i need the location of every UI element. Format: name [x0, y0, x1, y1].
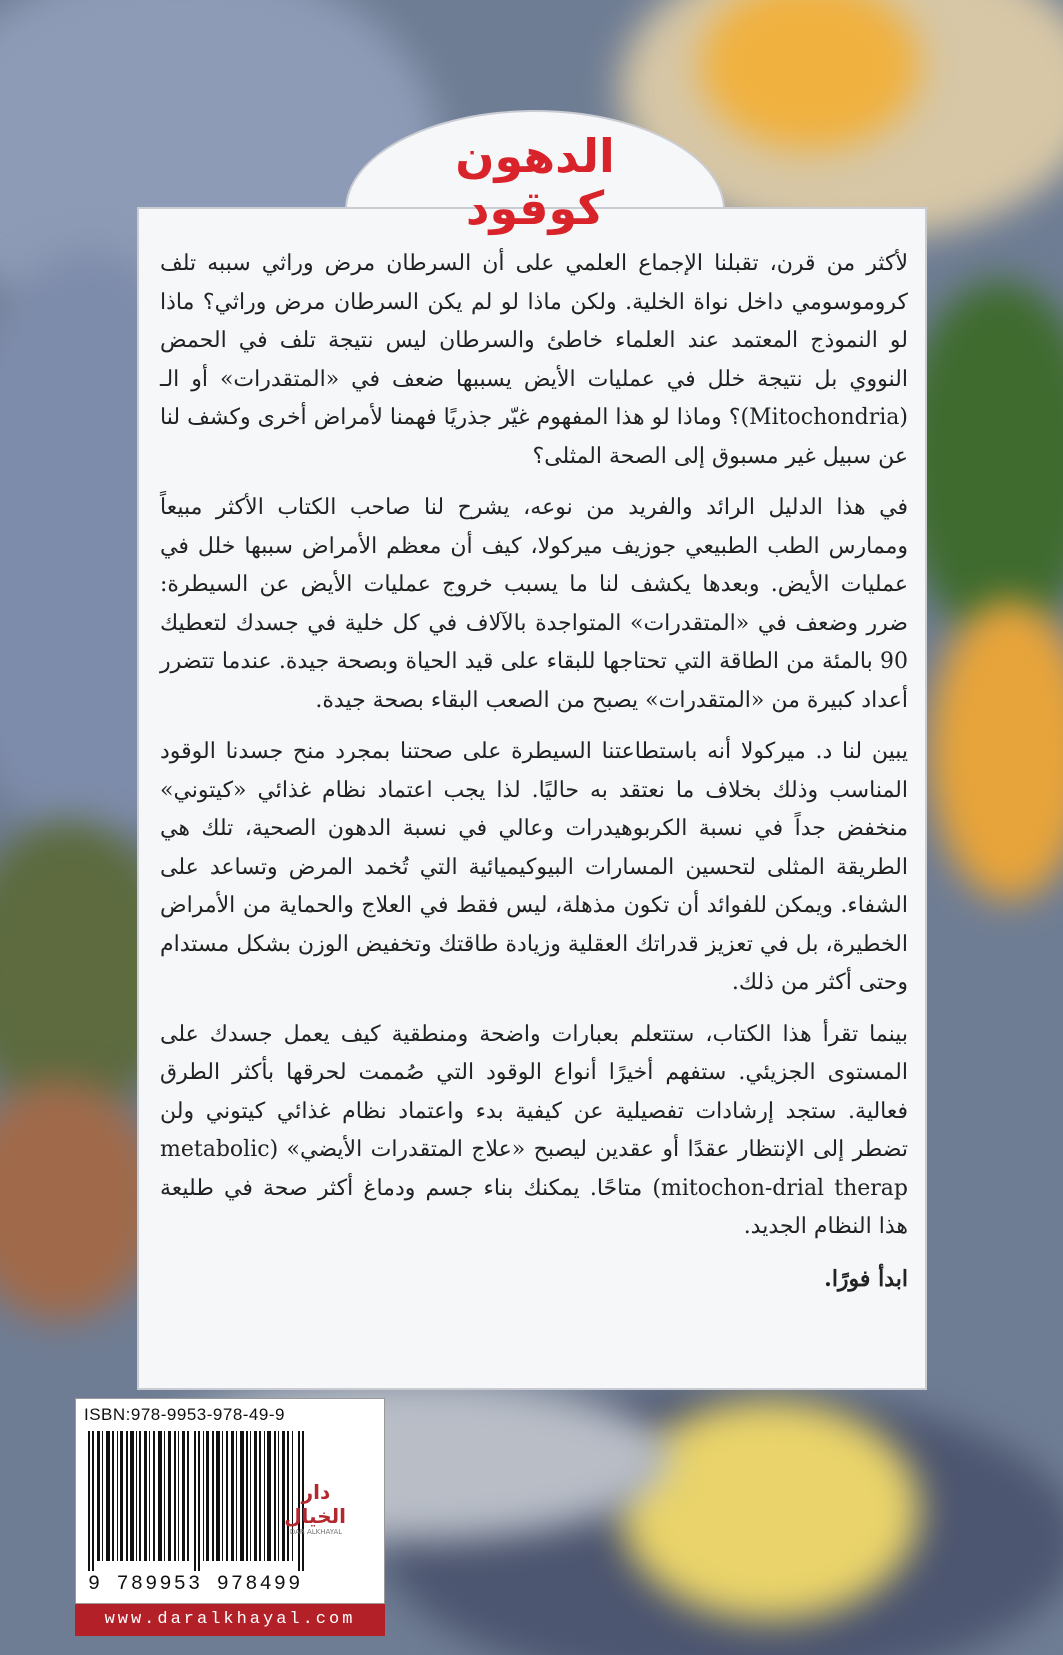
- paragraph-2: في هذا الدليل الرائد والفريد من نوعه، يشرح لنا صاحب الكتاب الأكثر مبيعاً وممارس الطب الطبيعي جوزيف ميركولا، كيف أن معظم الأمراض سببها خلل في عمليات الأيض. وبعدها يكشف لنا ما يسبب خروج عمليات الأيض عن السيطرة: ضرر وضعف في «المتقدرات» المتواجدة بالآلاف في كل خلية في جسدك لتعطيك 90 بالمئة من الطاقة التي تحتاجها للبقاء على قيد الحياة وبصحة جيدة. عندما تتضرر أعداد كبيرة من «المتقدرات» يصبح من الصعب البقاء بصحة جيدة.: [160, 495, 908, 713]
- publisher-website[interactable]: www.daralkhayal.com: [75, 1604, 385, 1636]
- closing-line: ابدأ فورًا.: [824, 1265, 908, 1292]
- isbn-text: ISBN:978-9953-978-49-9: [84, 1405, 285, 1424]
- paragraph-1: لأكثر من قرن، تقبلنا الإجماع العلمي على أن السرطان مرض وراثي سببه تلف كروموسومي داخل نواة الخلية. ولكن ماذا لو لم يكن السرطان مرض وراثي؟ ماذا لو النموذج المعتمد عند العلماء خاطئ والسرطان ليس نتيجة تلف في الحمض النووي بل نتيجة خلل في عمليات الأيض يسببها ضعف في «المتقدرات» أو الـ (Mitochondria)؟ وماذا لو هذا المفهوم غيّر جذريًا فهمنا لأمراض أخرى وكشف لنا عن سبيل غير مسبوق إلى الصحة المثلى؟: [160, 251, 908, 469]
- publisher-logo: [284, 1480, 346, 1536]
- publisher-logo-text: دار الخيال: [284, 1480, 346, 1528]
- paragraph-4: بينما تقرأ هذا الكتاب، ستتعلم بعبارات واضحة ومنطقية كيف يعمل جسدك على المستوى الجزيئي. ستفهم أخيرًا أنواع الوقود التي صُممت لحرقها بأكثر الطرق فعالية. ستجد إرشادات تفصيلية عن كيفية بدء واعتماد نظام غذائي كيتوني ولن تضطر إلى الإنتظار عقدًا أو عقدين ليصبح «علاج المتقدرات الأيضي» (metabolic mitochon-drial therap) متاحًا. يمكنك بناء جسم ودماغ أكثر صحة في طليعة هذا النظام الجديد.: [160, 1021, 908, 1239]
- title-line-1: الدهون: [455, 129, 615, 183]
- book-title: [345, 130, 725, 234]
- blurb: [160, 245, 908, 1311]
- publisher-logo-subtext: DAR ALKHAYAL: [289, 1528, 343, 1536]
- title-line-2: كوقود: [465, 181, 605, 235]
- barcode-digits: 9 789953 978499: [88, 1573, 303, 1596]
- paragraph-3: يبين لنا د. ميركولا أنه باستطاعتنا السيطرة على صحتنا بمجرد منح جسدنا الوقود المناسب وذلك بخلاف ما نعتقد به حاليًا. لذا يجب اعتماد نظام غذائي «كيتوني» منخفض جداً في نسبة الكربوهيدرات وعالي في نسبة الدهون الصحية، تلك هي الطريقة المثلى لتحسين المسارات البيوكيميائية التي تُخمد المرض وتساعد على الشفاء. ويمكن للفوائد أن تكون مذهلة، ليس فقط في العلاج والحماية من الأمراض الخطيرة، بل في تعزيز قدراتك العقلية وزيادة طاقتك وتخفيض الوزن بشكل مستدام وحتى أكثر من ذلك.: [160, 739, 908, 995]
- barcode-bars: [88, 1431, 313, 1571]
